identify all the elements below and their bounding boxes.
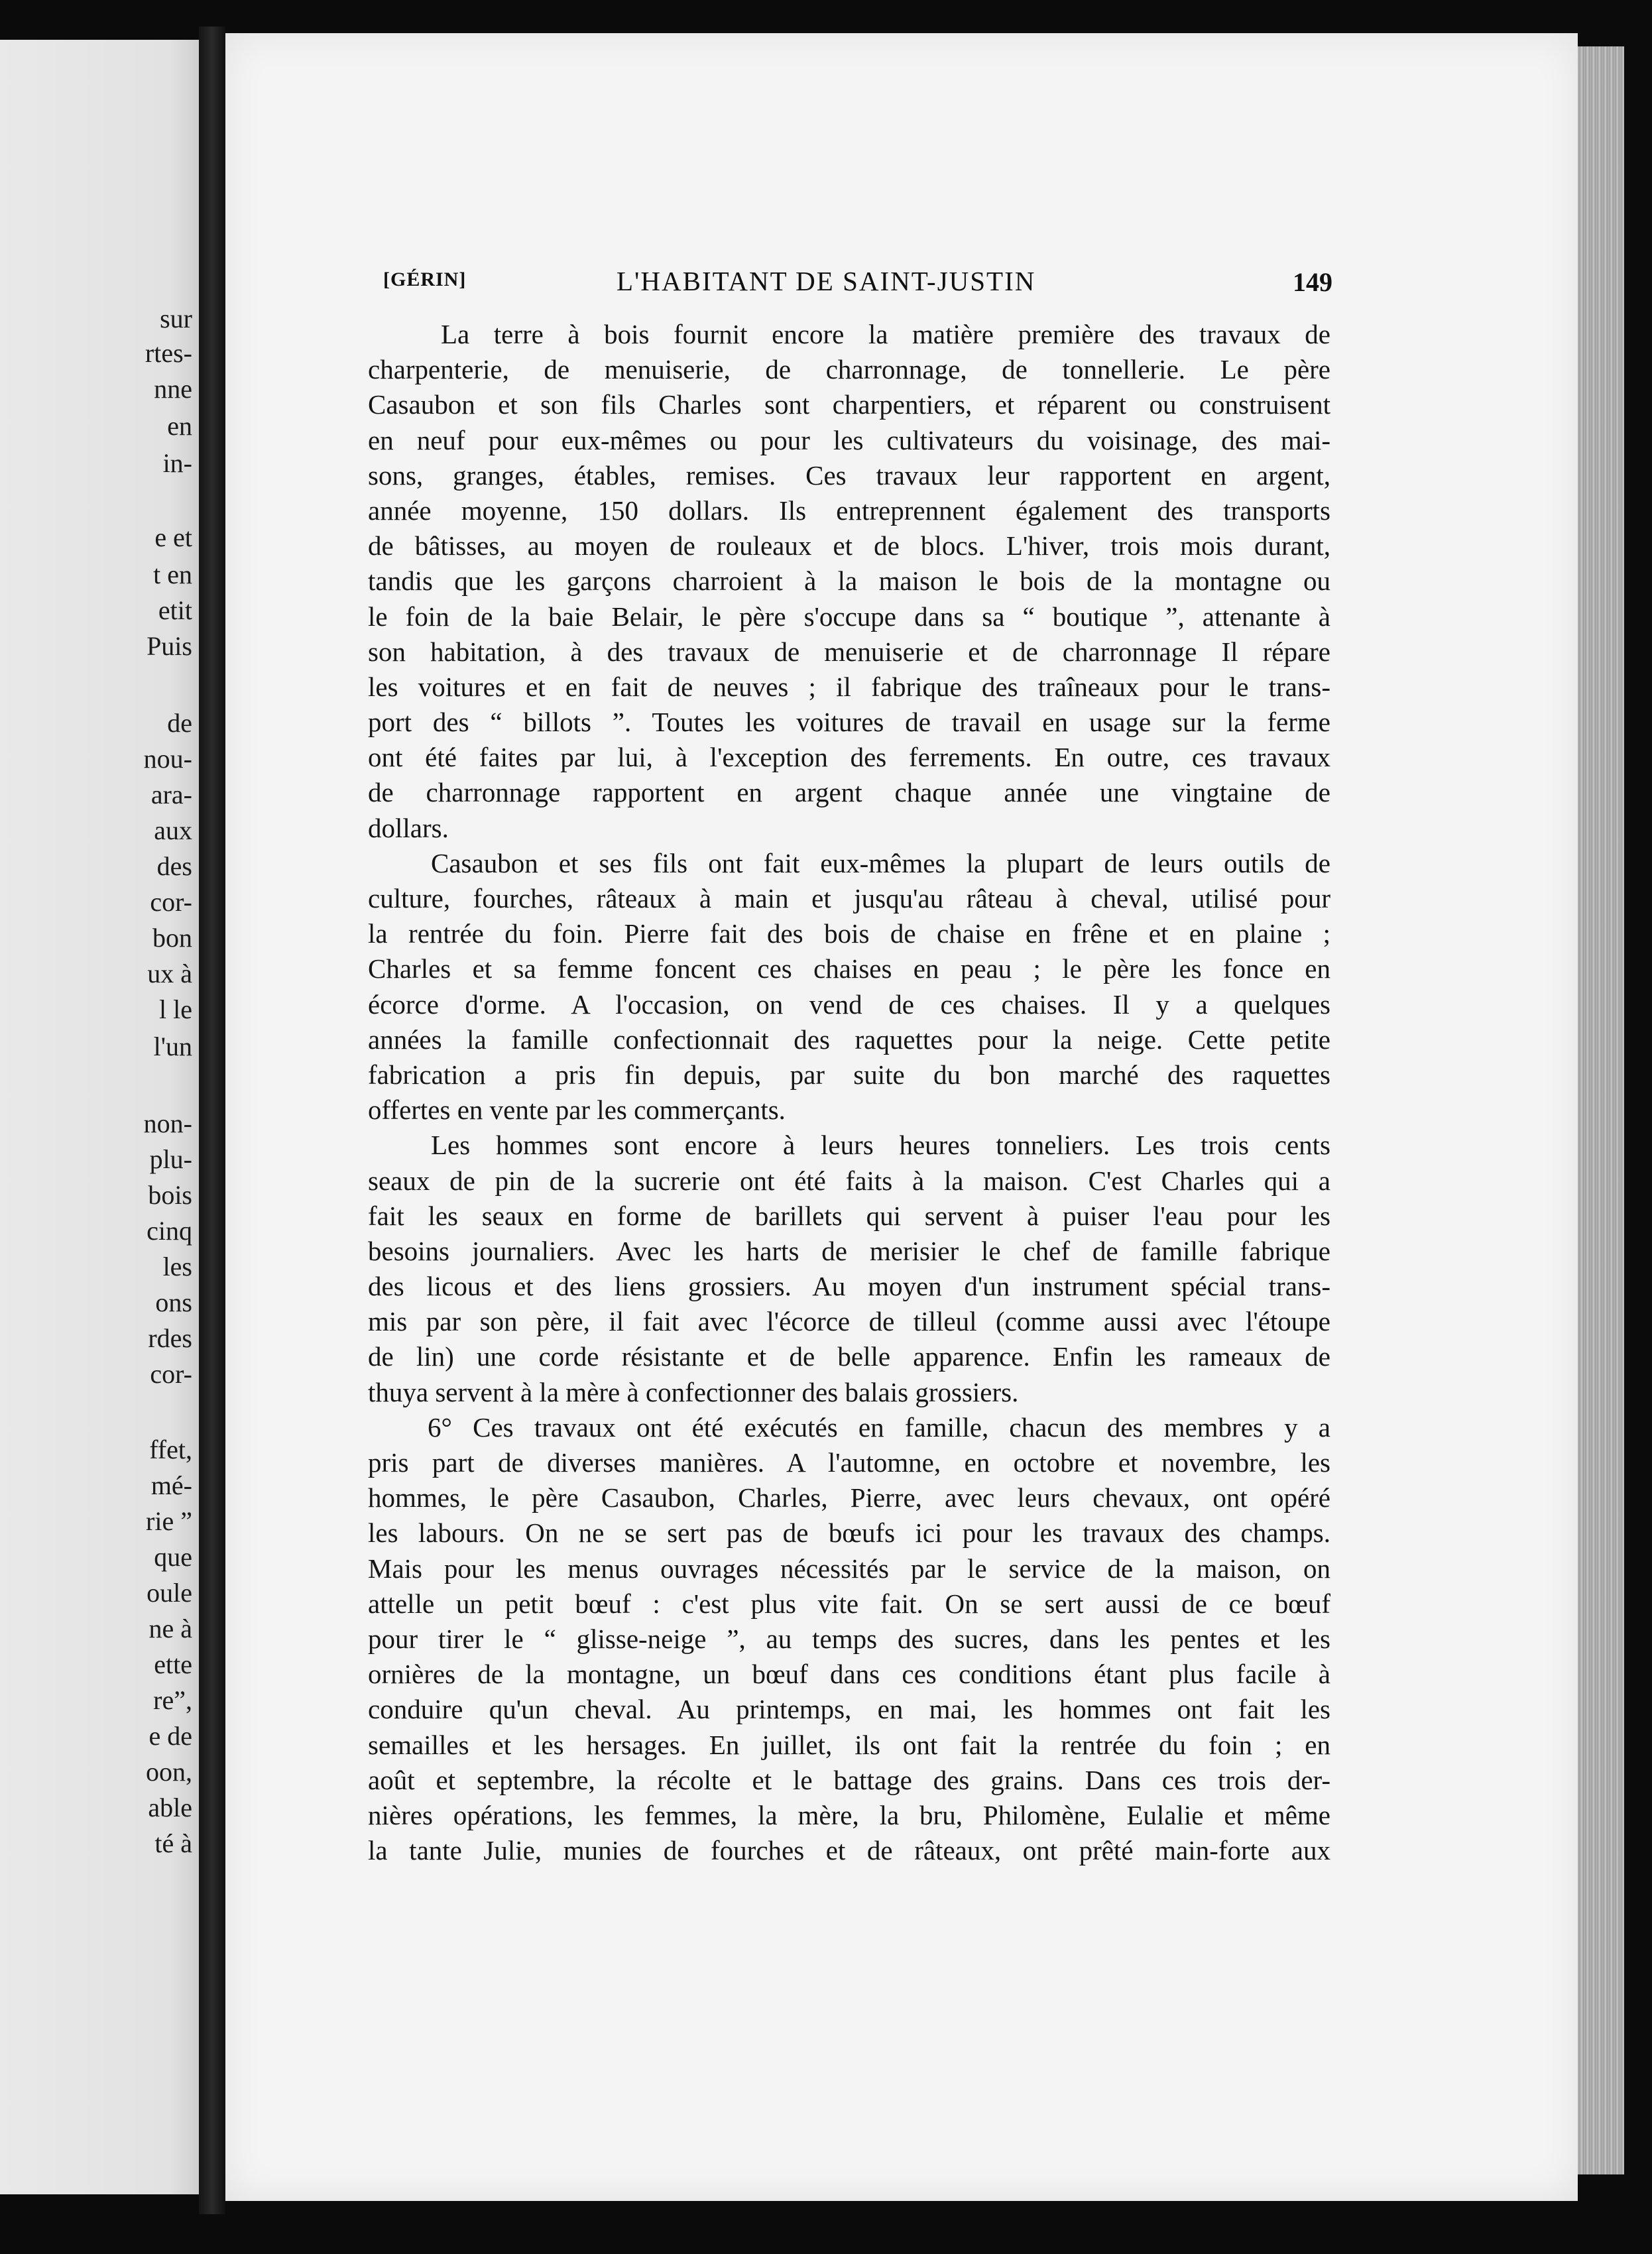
left-page-word-fragment: aux <box>154 815 192 845</box>
left-page-word-fragment: e et <box>154 522 192 552</box>
left-page-word-fragment: nne <box>154 374 192 404</box>
text-line: les voitures et en fait de neuves ; il fabrique des traîneaux pour le trans- <box>368 671 1330 702</box>
left-page-word-fragment: nou- <box>143 744 192 774</box>
scan-border <box>1624 46 1652 2208</box>
left-page-word-fragment: non- <box>143 1108 192 1138</box>
text-line: août et septembre, la récolte et le battage des grains. Dans ces trois der- <box>368 1764 1330 1795</box>
left-page-word-fragment: ffet, <box>149 1435 192 1464</box>
text-line: son habitation, à des travaux de menuiserie et de charronnage Il répare <box>368 636 1330 667</box>
text-line: les labours. On ne se sert pas de bœufs ici pour les travaux des champs. <box>368 1517 1330 1549</box>
text-line: pour tirer le “ glisse-neige ”, au temps des sucres, dans les pentes et les <box>368 1623 1330 1654</box>
text-line: nières opérations, les femmes, la mère, la bru, Philomène, Eulalie et même <box>368 1799 1330 1830</box>
text-line: besoins journaliers. Avec les harts de merisier le chef de famille fabrique <box>368 1235 1330 1266</box>
left-page-word-fragment: que <box>154 1542 192 1572</box>
text-line: Casaubon et ses fils ont fait eux-mêmes la plupart de leurs outils de <box>431 847 1330 878</box>
text-line: Charles et sa femme foncent ces chaises en peau ; le père les fonce en <box>368 953 1330 984</box>
text-line: attelle un petit bœuf : c'est plus vite fait. On se sert aussi de ce bœuf <box>368 1588 1330 1619</box>
text-line: ont été faites par lui, à l'exception des ferrements. En outre, ces travaux <box>368 742 1330 773</box>
left-page-word-fragment: cor- <box>150 1359 192 1389</box>
left-page-word-fragment: able <box>148 1793 192 1822</box>
text-line: ornières de la montagne, un bœuf dans ces conditions étant plus facile à <box>368 1659 1330 1690</box>
left-page-word-fragment: rie ” <box>146 1506 192 1536</box>
text-line: port des “ billots ”. Toutes les voitures de travail en usage sur la ferme <box>368 707 1330 738</box>
left-page-word-fragment: Puis <box>147 631 192 661</box>
text-line: de charronnage rapportent en argent chaque année une vingtaine de <box>368 777 1330 808</box>
left-page-word-fragment: bon <box>152 923 192 953</box>
text-line: 6° Ces travaux ont été exécutés en famille, chacun des membres y a <box>428 1411 1330 1443</box>
text-line: semailles et les hersages. En juillet, ils ont fait la rentrée du foin ; en <box>368 1729 1330 1760</box>
text-line: dollars. <box>368 812 449 843</box>
text-line: pris part de diverses manières. A l'automne, en octobre et novembre, les <box>368 1447 1330 1478</box>
text-line: seaux de pin de la sucrerie ont été faits à la maison. C'est Charles qui a <box>368 1165 1330 1196</box>
left-page-word-fragment: ette <box>154 1649 192 1679</box>
page-body-text <box>368 317 1330 1868</box>
left-page-word-fragment: in- <box>162 448 192 478</box>
left-page-word-fragment: té à <box>154 1828 192 1858</box>
text-line: la tante Julie, munies de fourches et de râteaux, ont prêté main-forte aux <box>368 1835 1330 1866</box>
left-page-word-fragment: sur <box>160 304 192 333</box>
text-line: de lin) une corde résistante et de belle apparence. Enfin les rameaux de <box>368 1341 1330 1372</box>
text-line: fait les seaux en forme de barillets qui servent à puiser l'eau pour les <box>368 1200 1330 1231</box>
text-line: écorce d'orme. A l'occasion, on vend de ces chaises. Il y a quelques <box>368 988 1330 1020</box>
text-line: charpenterie, de menuiserie, de charronnage, de tonnellerie. Le père <box>368 354 1330 385</box>
left-page-word-fragment: ons <box>155 1287 192 1317</box>
text-line: mis par son père, il fait avec l'écorce de tilleul (comme aussi avec l'étoupe <box>368 1306 1330 1337</box>
left-page-word-fragment: cinq <box>147 1216 192 1246</box>
running-header-author: [GÉRIN] <box>383 268 467 290</box>
text-line: fabrication a pris fin depuis, par suite du bon marché des raquettes <box>368 1059 1330 1090</box>
left-page-word-fragment: rdes <box>148 1323 192 1353</box>
text-line: conduire qu'un cheval. Au printemps, en mai, les hommes ont fait les <box>368 1694 1330 1725</box>
page-stack-edge <box>1578 46 1624 2174</box>
left-page-word-fragment: ux à <box>147 959 192 988</box>
left-page-word-fragment: cor- <box>150 887 192 917</box>
left-page-word-fragment: bois <box>148 1180 192 1210</box>
left-page-fragments <box>0 302 199 2224</box>
text-line: tandis que les garçons charroient à la maison le bois de la montagne ou <box>368 565 1330 597</box>
left-page-word-fragment: re”, <box>153 1685 192 1715</box>
text-line: en neuf pour eux-mêmes ou pour les cultivateurs du voisinage, des mai- <box>368 424 1330 455</box>
text-line: la rentrée du foin. Pierre fait des bois de chaise en frêne et en plaine ; <box>368 918 1330 949</box>
left-page-word-fragment: t en <box>153 560 192 589</box>
text-line: de bâtisses, au moyen de rouleaux et de blocs. L'hiver, trois mois durant, <box>368 530 1330 562</box>
text-line: offertes en vente par les commerçants. <box>368 1095 786 1126</box>
text-line: le foin de la baie Belair, le père s'occupe dans sa “ boutique ”, attenante à <box>368 601 1330 632</box>
left-page-word-fragment: l'un <box>153 1032 192 1061</box>
text-line: Mais pour les menus ouvrages nécessités par le service de la maison, on <box>368 1553 1330 1584</box>
text-line: sons, granges, étables, remises. Ces travaux leur rapportent en argent, <box>368 459 1330 491</box>
book-spine <box>199 27 225 2214</box>
text-line: des licous et des liens grossiers. Au moyen d'un instrument spécial trans- <box>368 1271 1330 1302</box>
left-page-word-fragment: les <box>162 1252 192 1281</box>
left-page-word-fragment: en <box>167 411 192 441</box>
left-page-word-fragment: rtes- <box>145 338 192 368</box>
text-line: Casaubon et son fils Charles sont charpentiers, et réparent ou construisent <box>368 389 1330 420</box>
left-page-word-fragment: mé- <box>150 1470 192 1500</box>
left-page-word-fragment: plu- <box>149 1144 192 1174</box>
text-line: culture, fourches, râteaux à main et jusqu'au râteau à cheval, utilisé pour <box>368 883 1330 914</box>
left-page-word-fragment: ara- <box>150 780 192 809</box>
left-page-word-fragment: de <box>167 708 192 738</box>
page-number: 149 <box>1293 267 1332 297</box>
left-page-word-fragment: ne à <box>148 1614 192 1643</box>
text-line: thuya servent à la mère à confectionner des balais grossiers. <box>368 1376 1019 1407</box>
left-page-word-fragment: oon, <box>146 1757 192 1787</box>
left-page-word-fragment: etit <box>158 595 192 625</box>
text-line: La terre à bois fournit encore la matière première des travaux de <box>441 319 1330 349</box>
text-line: années la famille confectionnait des raquettes pour la neige. Cette petite <box>368 1024 1330 1055</box>
running-header-title: L'HABITANT DE SAINT-JUSTIN <box>617 266 1036 296</box>
left-page-word-fragment: oule <box>147 1578 192 1608</box>
left-page-word-fragment: des <box>156 851 192 881</box>
left-page-word-fragment: e de <box>148 1721 192 1751</box>
left-page-word-fragment: l le <box>159 994 192 1024</box>
text-line: hommes, le père Casaubon, Charles, Pierre, avec leurs chevaux, ont opéré <box>368 1482 1330 1513</box>
text-line: année moyenne, 150 dollars. Ils entreprennent également des transports <box>368 495 1330 526</box>
text-line: Les hommes sont encore à leurs heures tonneliers. Les trois cents <box>431 1130 1330 1161</box>
